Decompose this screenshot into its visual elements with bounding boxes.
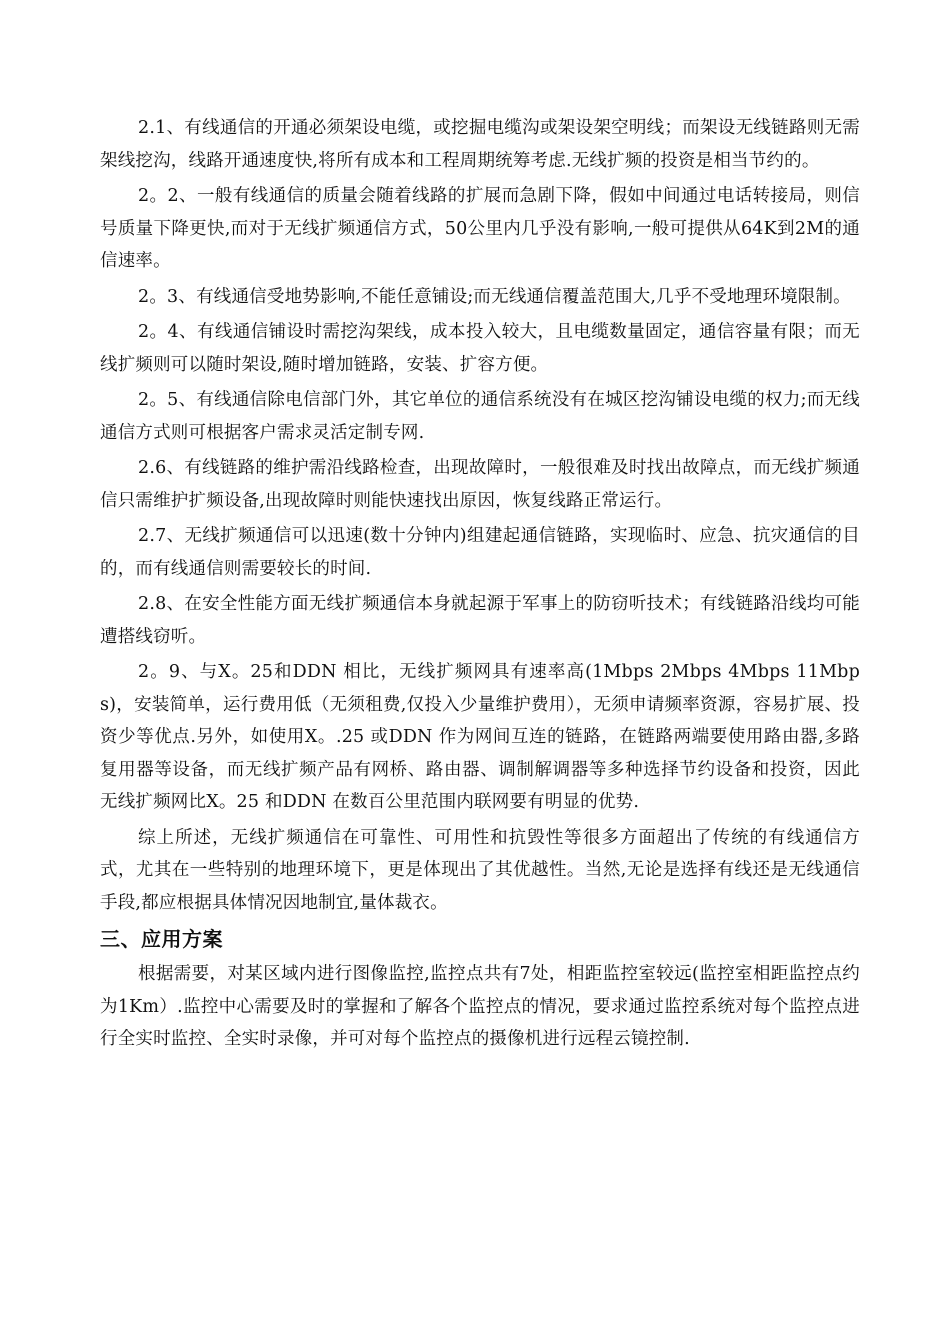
section-heading: 三、应用方案 <box>100 927 223 951</box>
paragraph-2-2: 2。2、一般有线通信的质量会随着线路的扩展而急剧下降，假如中间通过电话转接局，则信号质量下降更快,而对于无线扩频通信方式，50公里内几乎没有影响,一般可提供从64K到2M的通信速率。 <box>100 186 860 271</box>
paragraph-2-7: 2.7、无线扩频通信可以迅速(数十分钟内)组建起通信链路，实现临时、应急、抗灾通信的目的，而有线通信则需要较长的时间. <box>100 526 860 579</box>
paragraph-2-1: 2.1、有线通信的开通必须架设电缆，或挖掘电缆沟或架设架空明线；而架设无线链路则无需架线挖沟，线路开通速度快,将所有成本和工程周期统筹考虑.无线扩频的投资是相当节约的。 <box>100 118 860 171</box>
paragraph-2-8: 2.8、在安全性能方面无线扩频通信本身就起源于军事上的防窃听技术；有线链路沿线均可能遭搭线窃听。 <box>100 594 860 647</box>
paragraph-2-9: 2。9、与X。25和DDN 相比，无线扩频网具有速率高(1Mbps 2Mbps 4Mbps 11Mbps)，安装简单，运行费用低（无须租费,仅投入少量维护费用），无须申请频率资源，容易扩展、投资少等优点.另外，如使用X。.25 或DDN 作为网间互连的链路，在链路两端要使用路由器,多路复用器等设备，而无线扩频产品有网桥、路由器、调制解调器等多种选择节约设备和投资，因此无线扩频网比X。25 和DDN 在数百公里范围内联网要有明显的优势. <box>100 662 860 812</box>
paragraph-2-3: 2。3、有线通信受地势影响,不能任意铺设;而无线通信覆盖范围大,几乎不受地理环境限制。 <box>138 286 851 307</box>
paragraph-2-4: 2。4、有线通信铺设时需挖沟架线，成本投入较大，且电缆数量固定，通信容量有限；而无线扩频则可以随时架设,随时增加链路，安装、扩容方便。 <box>100 322 860 375</box>
paragraph-2-5: 2。5、有线通信除电信部门外，其它单位的通信系统没有在城区挖沟铺设电缆的权力;而无线通信方式则可根据客户需求灵活定制专网. <box>100 390 860 443</box>
paragraph-application-plan: 根据需要，对某区域内进行图像监控,监控点共有7处，相距监控室较远(监控室相距监控点约为1Km）.监控中心需要及时的掌握和了解各个监控点的情况，要求通过监控系统对每个监控点进行全实时监控、全实时录像，并可对每个监控点的摄像机进行远程云镜控制. <box>100 964 860 1049</box>
paragraph-summary: 综上所述，无线扩频通信在可靠性、可用性和抗毁性等很多方面超出了传统的有线通信方式，尤其在一些特别的地理环境下，更是体现出了其优越性。当然,无论是选择有线还是无线通信手段,都应根据具体情况因地制宜,量体裁衣。 <box>100 827 860 913</box>
paragraph-2-6: 2.6、有线链路的维护需沿线路检查，出现故障时，一般很难及时找出故障点，而无线扩频通信只需维护扩频设备,出现故障时则能快速找出原因，恢复线路正常运行。 <box>100 458 860 511</box>
section-heading-block <box>100 922 860 956</box>
document-body <box>100 112 860 1059</box>
